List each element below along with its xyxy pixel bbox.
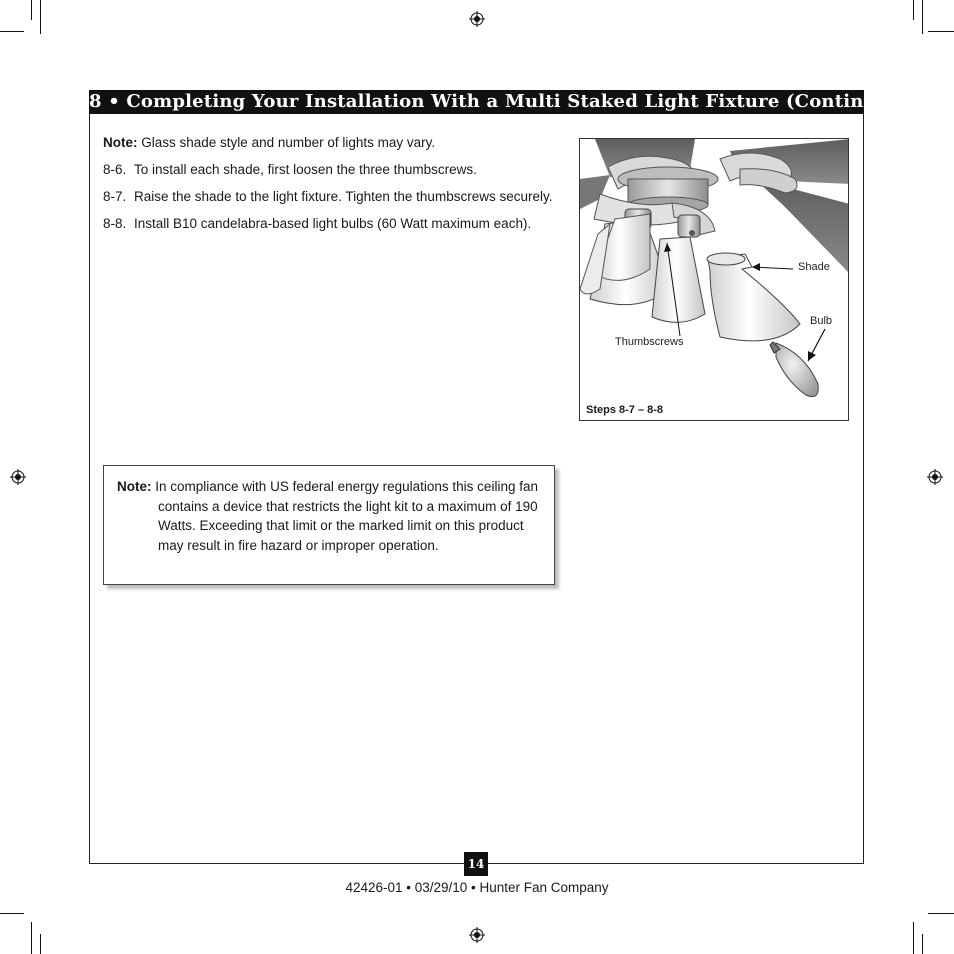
step-8-6 — [103, 160, 563, 179]
shade-label: Shade — [798, 261, 830, 273]
section-title: 8 • Completing Your Installation With a Multi Staked Light Fixture (Continued) — [89, 91, 910, 112]
installation-figure — [579, 138, 849, 421]
footer-info: 42426-01 • 03/29/10 • Hunter Fan Company — [345, 880, 609, 895]
installed-shade — [652, 237, 705, 322]
step-number: 8-7. — [103, 189, 127, 204]
bulb-label: Bulb — [810, 315, 833, 327]
step-text: Raise the shade to the light fixture. Tighten the thumbscrews securely. — [134, 189, 553, 204]
registration-mark-icon — [10, 469, 26, 485]
step-text: Install B10 candelabra-based light bulbs (60 Watt maximum each). — [134, 216, 532, 231]
note-text: Glass shade style and number of lights may vary. — [141, 135, 436, 150]
registration-mark-icon — [927, 469, 943, 485]
thumbscrews-label: Thumbscrews — [615, 336, 684, 348]
registration-mark-icon — [469, 927, 485, 943]
step-8-7 — [103, 187, 563, 206]
page-number: 14 — [464, 852, 488, 876]
shade-note — [103, 133, 563, 152]
compliance-note-box — [103, 465, 555, 585]
step-text: To install each shade, first loosen the three thumbscrews. — [134, 162, 477, 177]
step-8-8 — [103, 214, 563, 233]
note-label: Note: — [103, 135, 138, 150]
compliance-note — [117, 477, 542, 555]
step-number: 8-6. — [103, 162, 127, 177]
bulb-illustration — [776, 343, 818, 397]
registration-mark-icon — [469, 11, 485, 27]
note-label: Note: — [117, 479, 152, 494]
light-fixture-illustration — [580, 139, 849, 421]
figure-caption: Steps 8-7 – 8-8 — [586, 404, 664, 416]
fan-blade — [755, 179, 849, 274]
compliance-note-text: In compliance with US federal energy regulations this ceiling fan contains a device that restricts the light kit to a maximum of 190 Watts. Exceeding that limit or the marked limit on this product may result in fire hazard or improper operation. — [155, 479, 538, 553]
step-number: 8-8. — [103, 216, 127, 231]
instructions — [103, 133, 563, 233]
